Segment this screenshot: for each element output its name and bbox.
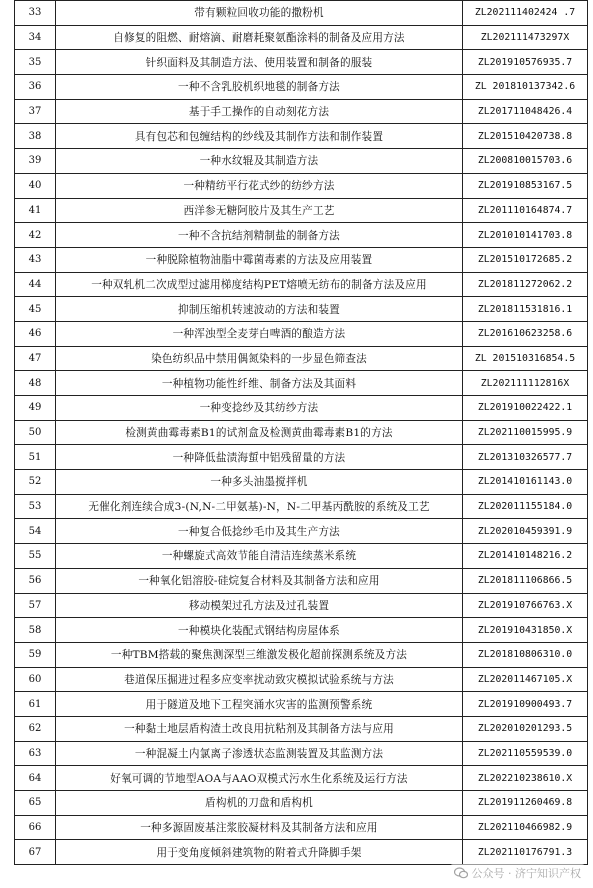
row-number: 58 xyxy=(15,618,56,643)
patent-name: 一种模块化装配式钢结构房屋体系 xyxy=(56,618,463,643)
patent-name: 带有颗粒回收功能的撒粉机 xyxy=(56,1,463,26)
patent-name: 一种水纹辊及其制造方法 xyxy=(56,149,463,174)
patent-number: ZL201410161143.0 xyxy=(463,470,588,495)
patent-name: 用于隧道及地下工程突涌水灾害的监测预警系统 xyxy=(56,692,463,717)
row-number: 56 xyxy=(15,568,56,593)
patent-name: 无催化剂连续合成3-(N,N-二甲氨基)-N，N-二甲基丙酰胺的系统及工艺 xyxy=(56,494,463,519)
table-row xyxy=(15,815,588,840)
row-number: 38 xyxy=(15,124,56,149)
table-row xyxy=(15,75,588,100)
table-row xyxy=(15,1,588,26)
patent-name: 一种植物功能性纤维、制备方法及其面料 xyxy=(56,371,463,396)
patent-name: 一种混凝土内氯离子渗透状态监测装置及其监测方法 xyxy=(56,741,463,766)
patent-name: 一种不含乳胶机织地毯的制备方法 xyxy=(56,75,463,100)
patent-name: 检测黄曲霉毒素B1的试剂盒及检测黄曲霉毒素B1的方法 xyxy=(56,420,463,445)
patent-name: 抑制压缩机转速波动的方法和装置 xyxy=(56,297,463,322)
table-row xyxy=(15,470,588,495)
row-number: 52 xyxy=(15,470,56,495)
row-number: 55 xyxy=(15,544,56,569)
patent-name: 移动模架过孔方法及过孔装置 xyxy=(56,593,463,618)
watermark xyxy=(450,864,586,882)
patent-number: ZL201610623258.6 xyxy=(463,321,588,346)
patent-name: 西洋参无糖阿胶片及其生产工艺 xyxy=(56,198,463,223)
row-number: 65 xyxy=(15,791,56,816)
patent-number: ZL200810015703.6 xyxy=(463,149,588,174)
row-number: 33 xyxy=(15,1,56,26)
table-row xyxy=(15,99,588,124)
patent-number: ZL201811531816.1 xyxy=(463,297,588,322)
table-row xyxy=(15,420,588,445)
patent-name: 好氧可调的节地型AOA与AAO双模式污水生化系统及运行方法 xyxy=(56,766,463,791)
patent-number: ZL 201510316854.5 xyxy=(463,346,588,371)
row-number: 63 xyxy=(15,741,56,766)
row-number: 35 xyxy=(15,50,56,75)
patent-number: ZL201910766763.X xyxy=(463,593,588,618)
table-row xyxy=(15,519,588,544)
table-row xyxy=(15,667,588,692)
row-number: 49 xyxy=(15,396,56,421)
patent-number: ZL201110164874.7 xyxy=(463,198,588,223)
row-number: 44 xyxy=(15,272,56,297)
patent-name: 一种TBM搭载的聚焦测深型三维激发极化超前探测系统及方法 xyxy=(56,642,463,667)
patent-number: ZL201910853167.5 xyxy=(463,173,588,198)
table-row xyxy=(15,494,588,519)
table-row xyxy=(15,247,588,272)
patent-number: ZL202110559539.0 xyxy=(463,741,588,766)
patent-number: ZL202110176791.3 xyxy=(463,840,588,865)
row-number: 53 xyxy=(15,494,56,519)
patent-number: ZL202011155184.0 xyxy=(463,494,588,519)
patent-name: 一种变捻纱及其纺纱方法 xyxy=(56,396,463,421)
patent-number: ZL202010459391.9 xyxy=(463,519,588,544)
patent-number: ZL202210238610.X xyxy=(463,766,588,791)
table-row xyxy=(15,593,588,618)
patent-table-body xyxy=(15,1,588,865)
wechat-icon xyxy=(454,867,468,879)
patent-name: 一种复合低捻纱毛巾及其生产方法 xyxy=(56,519,463,544)
table-row xyxy=(15,346,588,371)
patent-number: ZL201510172685.2 xyxy=(463,247,588,272)
row-number: 64 xyxy=(15,766,56,791)
row-number: 46 xyxy=(15,321,56,346)
patent-name: 一种多头油墨搅拌机 xyxy=(56,470,463,495)
table-row xyxy=(15,568,588,593)
patent-number: ZL201510420738.8 xyxy=(463,124,588,149)
patent-number: ZL202110015995.9 xyxy=(463,420,588,445)
table-row xyxy=(15,618,588,643)
patent-number: ZL202010201293.5 xyxy=(463,716,588,741)
row-number: 43 xyxy=(15,247,56,272)
patent-number: ZL201910900493.7 xyxy=(463,692,588,717)
row-number: 51 xyxy=(15,445,56,470)
patent-number: ZL201810806310.0 xyxy=(463,642,588,667)
watermark-text: 公众号 · 济宁知识产权 xyxy=(471,867,581,880)
patent-number: ZL201310326577.7 xyxy=(463,445,588,470)
patent-number: ZL202111112816X xyxy=(463,371,588,396)
patent-name: 一种浑浊型全麦芽白啤酒的酿造方法 xyxy=(56,321,463,346)
table-row xyxy=(15,223,588,248)
row-number: 47 xyxy=(15,346,56,371)
table-row xyxy=(15,741,588,766)
patent-number: ZL201811106866.5 xyxy=(463,568,588,593)
patent-number: ZL201910431850.X xyxy=(463,618,588,643)
table-row xyxy=(15,445,588,470)
table-row xyxy=(15,25,588,50)
patent-name: 盾构机的刀盘和盾构机 xyxy=(56,791,463,816)
row-number: 34 xyxy=(15,25,56,50)
patent-number: ZL201811272062.2 xyxy=(463,272,588,297)
row-number: 39 xyxy=(15,149,56,174)
table-row xyxy=(15,149,588,174)
table-row xyxy=(15,692,588,717)
patent-name: 一种双轧机二次成型过滤用梯度结构PET熔喷无纺布的制备方法及应用 xyxy=(56,272,463,297)
row-number: 60 xyxy=(15,667,56,692)
patent-name: 基于手工操作的自动刻花方法 xyxy=(56,99,463,124)
patent-name: 巷道保压掘进过程多应变率扰动致灾模拟试验系统与方法 xyxy=(56,667,463,692)
patent-number: ZL201910576935.7 xyxy=(463,50,588,75)
row-number: 66 xyxy=(15,815,56,840)
row-number: 48 xyxy=(15,371,56,396)
table-row xyxy=(15,272,588,297)
table-row xyxy=(15,396,588,421)
table-row xyxy=(15,716,588,741)
row-number: 59 xyxy=(15,642,56,667)
table-row xyxy=(15,840,588,865)
row-number: 62 xyxy=(15,716,56,741)
row-number: 50 xyxy=(15,420,56,445)
row-number: 45 xyxy=(15,297,56,322)
table-row xyxy=(15,124,588,149)
patent-name: 自修复的阻燃、耐熔滴、耐磨耗聚氨酯涂料的制备及应用方法 xyxy=(56,25,463,50)
patent-name: 一种氧化铝溶胶-硅烷复合材料及其制备方法和应用 xyxy=(56,568,463,593)
patent-number: ZL201911260469.8 xyxy=(463,791,588,816)
patent-name: 具有包芯和包缠结构的纱线及其制作方法和制作装置 xyxy=(56,124,463,149)
patent-number: ZL202011467105.X xyxy=(463,667,588,692)
patent-table xyxy=(14,0,588,865)
table-row xyxy=(15,321,588,346)
row-number: 61 xyxy=(15,692,56,717)
patent-number: ZL201910022422.1 xyxy=(463,396,588,421)
patent-name: 一种脱除植物油脂中霉菌毒素的方法及应用装置 xyxy=(56,247,463,272)
patent-name: 一种降低盐渍海蜇中铝残留量的方法 xyxy=(56,445,463,470)
patent-name: 一种不含抗结剂精制盐的制备方法 xyxy=(56,223,463,248)
patent-name: 针织面料及其制造方法、使用装置和制备的服装 xyxy=(56,50,463,75)
patent-number: ZL202111402424 .7 xyxy=(463,1,588,26)
patent-name: 一种精纺平行花式纱的纺纱方法 xyxy=(56,173,463,198)
patent-name: 一种多源固废基注浆胶凝材料及其制备方法和应用 xyxy=(56,815,463,840)
patent-number: ZL 201810137342.6 xyxy=(463,75,588,100)
patent-number: ZL201010141703.8 xyxy=(463,223,588,248)
row-number: 36 xyxy=(15,75,56,100)
row-number: 57 xyxy=(15,593,56,618)
patent-number: ZL201410148216.2 xyxy=(463,544,588,569)
table-row xyxy=(15,198,588,223)
table-row xyxy=(15,544,588,569)
row-number: 41 xyxy=(15,198,56,223)
patent-name: 染色纺织品中禁用偶氮染料的一步显色筛查法 xyxy=(56,346,463,371)
table-row xyxy=(15,50,588,75)
patent-name: 一种螺旋式高效节能自清洁连续蒸米系统 xyxy=(56,544,463,569)
row-number: 40 xyxy=(15,173,56,198)
row-number: 37 xyxy=(15,99,56,124)
patent-number: ZL202111473297X xyxy=(463,25,588,50)
row-number: 42 xyxy=(15,223,56,248)
table-row xyxy=(15,173,588,198)
patent-number: ZL201711048426.4 xyxy=(463,99,588,124)
table-row xyxy=(15,371,588,396)
row-number: 67 xyxy=(15,840,56,865)
patent-name: 一种黏土地层盾构渣土改良用抗粘剂及其制备方法与应用 xyxy=(56,716,463,741)
table-row xyxy=(15,642,588,667)
table-row xyxy=(15,766,588,791)
row-number: 54 xyxy=(15,519,56,544)
patent-name: 用于变角度倾斜建筑物的附着式升降脚手架 xyxy=(56,840,463,865)
table-row xyxy=(15,297,588,322)
patent-number: ZL202110466982.9 xyxy=(463,815,588,840)
table-row xyxy=(15,791,588,816)
